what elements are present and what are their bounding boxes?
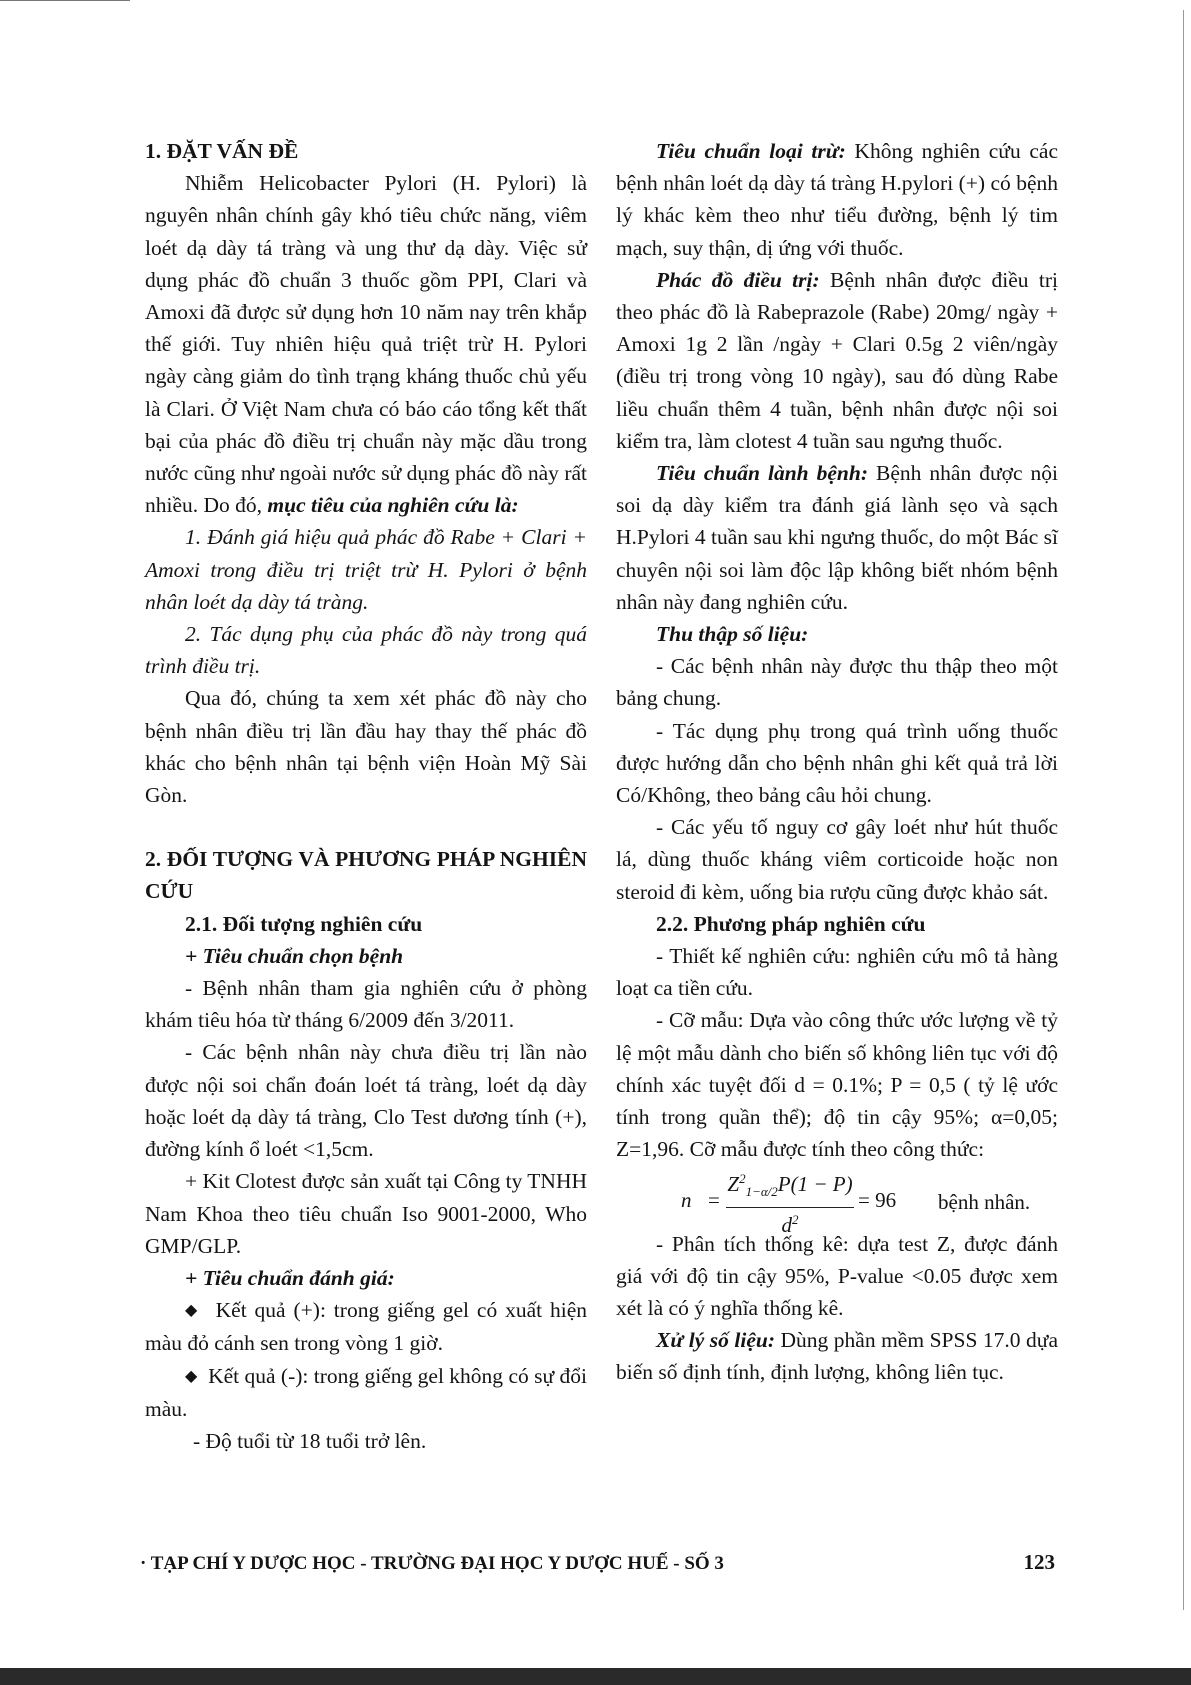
page-footer xyxy=(140,1550,1055,1580)
exclusion-label: Tiêu chuẩn loại trừ: xyxy=(656,139,846,163)
treatment-regimen xyxy=(616,264,1058,457)
formula-unit: bệnh nhân. xyxy=(938,1189,1031,1214)
spacer xyxy=(145,811,587,843)
objective-2: 2. Tác dụng phụ của phác đồ này trong quá trình điều trị. xyxy=(145,622,587,679)
selection-criteria-title: + Tiêu chuẩn chọn bệnh xyxy=(185,943,404,968)
selection-item-2: - Các bệnh nhân này chưa điều trị lần nào được nội soi chẩn đoán loét tá tràng, loét dạ dày hoặc loét dạ dày tá tràng, Clo Test dương tính (+), đường kính ổ loét <1,5cm. xyxy=(145,1040,587,1162)
scan-bottom-band xyxy=(0,1668,1191,1685)
formula-lhs: n xyxy=(681,1187,692,1212)
page-number: 123 xyxy=(1023,1550,1055,1574)
page-edge-rule xyxy=(1183,10,1184,1610)
evaluation-criteria-title: + Tiêu chuẩn đánh giá: xyxy=(185,1265,395,1290)
exclusion-text: Không nghiên cứu các bệnh nhân loét dạ dày tá tràng H.pylori (+) có bệnh lý khác kèm theo như tiểu đường, bệnh lý tim mạch, suy thận, dị ứng với thuốc. xyxy=(616,139,1058,260)
data-collection-item-1: - Các bệnh nhân này được thu thập theo một bảng chung. xyxy=(616,654,1058,711)
healing-label: Tiêu chuẩn lành bệnh: xyxy=(656,461,868,486)
data-collection-title: Thu thập số liệu: xyxy=(656,622,809,647)
right-column xyxy=(616,135,1058,1389)
objectives-lead: mục tiêu của nghiên cứu là: xyxy=(267,493,519,518)
exclusion-criteria xyxy=(616,135,1058,264)
intro-text: Nhiễm Helicobacter Pylori (H. Pylori) là nguyên nhân chính gây khó tiêu chức năng, viêm loét dạ dày tá tràng và ung thư dạ dày. Việc sử dụng phác đồ chuẩn 3 thuốc gồm PPI, Clari và Amoxi đã được sử dụng hơn 10 năm nay trên khắp thế giới. Tuy nhiên hiệu quả triệt trừ H. Pylori ngày càng giảm do tình trạng kháng thuốc chủ yếu là Clari. Ở Việt Nam chưa có báo cáo tổng kết thất bại của phác đồ điều trị chuẩn này mặc dầu trong nước cũng như ngoài nước sử dụng phác đồ này rất nhiều. Do đó, xyxy=(145,171,587,518)
statistical-analysis: - Phân tích thống kê: dựa test Z, được đánh giá với độ tin cậy 95%, P-value <0.05 được xem xét là có ý nghĩa thống kê. xyxy=(616,1231,1058,1320)
sample-size-formula xyxy=(616,1166,1058,1237)
section-1-title: 1. ĐẶT VẤN ĐỀ xyxy=(145,139,299,163)
regimen-label: Phác đồ điều trị: xyxy=(656,267,820,292)
section-2-2-title: 2.2. Phương pháp nghiên cứu xyxy=(656,911,926,936)
clotest-kit: + Kit Clotest được sản xuất tại Công ty TNHH Nam Khoa theo tiêu chuẩn Iso 9001-2000, Who GMP/GLP. xyxy=(145,1169,588,1258)
objective-1: 1. Đánh giá hiệu quả phác đồ Rabe + Clari + Amoxi trong điều trị triệt trừ H. Pylori ở bệnh nhân loét dạ dày tá tràng. xyxy=(145,525,587,614)
section-2-title: 2. ĐỐI TƯỢNG VÀ PHƯƠNG PHÁP NGHIÊN CỨU xyxy=(145,847,587,904)
healing-criteria xyxy=(616,457,1058,618)
section-1-paragraph xyxy=(145,167,587,521)
section-2-1-title: 2.1. Đối tượng nghiên cứu xyxy=(185,911,423,936)
processing-text: Dùng phần mềm SPSS 17.0 dựa biến số định tính, định lượng, không liên tục. xyxy=(616,1328,1058,1385)
left-column xyxy=(145,135,587,1457)
section-1-closing: Qua đó, chúng ta xem xét phác đồ này cho bệnh nhân điều trị lần đầu hay thay thế phác đồ khác cho bệnh nhân tại bệnh viện Hoàn Mỹ Sài Gòn. xyxy=(145,686,587,808)
formula-result: = 96 xyxy=(858,1187,897,1212)
data-processing xyxy=(616,1324,1058,1388)
data-collection-item-2: - Tác dụng phụ trong quá trình uống thuốc được hướng dẫn cho bệnh nhân ghi kết quả trả lời Có/Không, theo bảng câu hỏi chung. xyxy=(616,718,1058,808)
study-design: - Thiết kế nghiên cứu: nghiên cứu mô tả hàng loạt ca tiền cứu. xyxy=(616,944,1058,1001)
healing-text: Bệnh nhân được nội soi dạ dày kiểm tra đánh giá lành sẹo và sạch H.Pylori 4 tuần sau khi ngưng thuốc, do một Bác sĩ chuyên nội soi làm độc lập không biết nhóm bệnh nhân này đang nghiên cứu. xyxy=(616,461,1058,614)
top-rule xyxy=(0,0,130,1)
formula-fraction xyxy=(726,1166,854,1237)
formula-numerator: $Z^2_{1-\alpha/2}P(1 - P)$ xyxy=(726,1166,854,1208)
data-collection-item-3: - Các yếu tố nguy cơ gây loét như hút thuốc lá, dùng thuốc kháng viêm corticoide hoặc non steroid đi kèm, uống bia rượu cũng được khảo sát. xyxy=(616,815,1058,904)
result-positive-text: Kết quả (+): trong giếng gel có xuất hiện màu đỏ cánh sen trong vòng 1 giờ. xyxy=(145,1298,588,1356)
regimen-text: Bệnh nhân được điều trị theo phác đồ là Rabeprazole (Rabe) 20mg/ ngày + Amoxi 1g 2 lần /ngày + Clari 0.5g 2 viên/ngày (điều trị trong vòng 10 ngày), sau đó dùng Rabe liều chuẩn thêm 4 tuần, bệnh nhân được nội soi kiểm tra, làm clotest 4 tuần sau ngưng thuốc. xyxy=(616,267,1058,453)
formula-equals: = xyxy=(708,1187,720,1212)
diamond-bullet-icon: ◆ xyxy=(185,1302,200,1320)
result-negative-text: Kết quả (-): trong giếng gel không có sự đổi màu. xyxy=(145,1363,587,1421)
journal-name: · TẠP CHÍ Y DƯỢC HỌC - TRƯỜNG ĐẠI HỌC Y DƯỢC HUẾ - SỐ 3 xyxy=(140,1553,724,1574)
formula-denominator: $d^2$ xyxy=(781,1211,799,1237)
diamond-bullet-icon: ◆ xyxy=(185,1367,198,1385)
result-negative xyxy=(145,1360,587,1425)
selection-item-1: - Bệnh nhân tham gia nghiên cứu ở phòng khám tiêu hóa từ tháng 6/2009 đến 3/2011. xyxy=(145,976,587,1033)
processing-label: Xử lý số liệu: xyxy=(656,1328,775,1353)
sample-size: - Cỡ mẫu: Dựa vào công thức ước lượng về tỷ lệ một mẫu dành cho biến số không liên tục với độ chính xác tuyệt đối d = 0.1%; P = 0,5 ( tỷ lệ ước tính trong quần thể); độ tin cậy 95%; α=0,05; Z=1,96. Cỡ mẫu được tính theo công thức: xyxy=(616,1008,1058,1162)
age-criterion: - Độ tuổi từ 18 tuổi trở lên. xyxy=(193,1428,427,1453)
result-positive xyxy=(145,1294,587,1359)
